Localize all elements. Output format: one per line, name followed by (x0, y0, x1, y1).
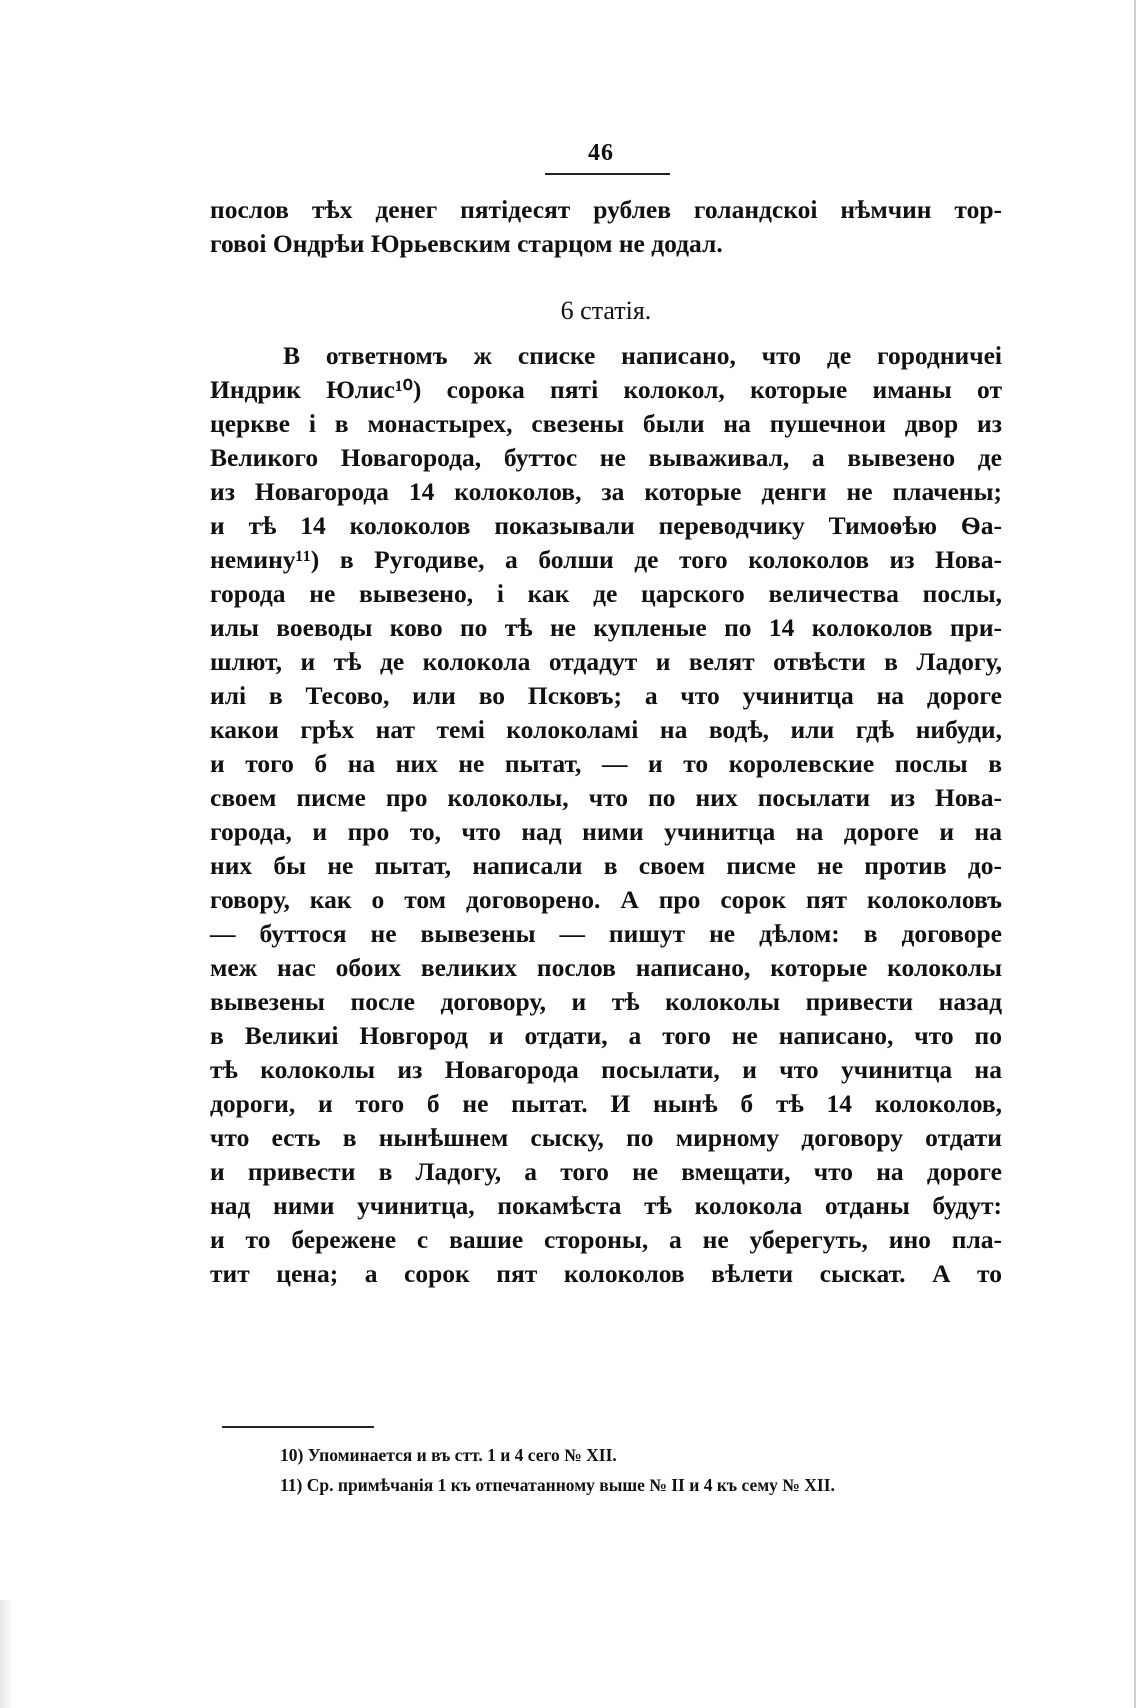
text-line: что есть в нынѣшнем сыску, по мирному договору отдати (210, 1123, 1002, 1152)
text-line: илы воеводы ково по тѣ не купленые по 14 колоколов при- (210, 613, 1002, 642)
text-line: и того б на них не пытат, — и то королевские послы в (210, 749, 1002, 778)
text-line: говоі Ондрѣи Юрьевским старцом не додал. (210, 229, 723, 258)
text-line: своем писме про колоколы, что по них посылати из Нова- (210, 783, 1002, 812)
text-line: и привести в Ладогу, а того не вмещати, что на дороге (210, 1157, 1002, 1186)
footnote: 10) Упоминается и въ стт. 1 и 4 сего № XII. (280, 1445, 617, 1465)
text-line: какои грѣх нат темі колоколамі на водѣ, или гдѣ нибуди, (210, 715, 1002, 744)
text-line: дороги, и того б не пытат. И нынѣ б тѣ 14 колоколов, (210, 1089, 1002, 1118)
page-edge-rule (1134, 0, 1136, 1708)
text-line: Индрик Юлис¹⁰) сорока пяті колокол, которые иманы от (210, 375, 1002, 404)
text-line: Великого Новагорода, буттос не вываживал, а вывезено де (210, 443, 1002, 472)
text-line: илі в Тесово, или во Псковъ; а что учинитца на дороге (210, 681, 1002, 710)
text-line: них бы не пытат, написали в своем писме не против до- (210, 851, 1002, 880)
text-line: вывезены после договору, и тѣ колоколы привести назад (210, 987, 1002, 1016)
text-line: — буттося не вывезены — пишут не дѣлом: в договоре (210, 919, 1002, 948)
text-line: говору, как о том договорено. А про сорок пят колоколовъ (210, 885, 1002, 914)
text-line: немину¹¹) в Ругодиве, а болши де того колоколов из Нова- (210, 545, 1002, 574)
text-line: шлют, и тѣ де колокола отдадут и велят отвѣсти в Ладогу, (210, 647, 1002, 676)
text-line: церкве і в монастырех, свезены были на пушечнои двор из (210, 409, 1002, 438)
text-line: города не вывезено, і как де царского величества послы, (210, 579, 1002, 608)
text-line: над ними учинитца, покамѣста тѣ колокола отданы будут: (210, 1191, 1002, 1220)
text-line: из Новагорода 14 колоколов, за которые денги не плачены; (210, 477, 1002, 506)
text-line: в Великиі Новгород и отдати, а того не написано, что по (210, 1021, 1002, 1050)
text-line: В ответномъ ж списке написано, что де городничеі (283, 341, 1002, 370)
text-line: и то бережене с вашие стороны, а не уберегуть, ино пла- (210, 1225, 1002, 1254)
text-line: послов тѣх денег пятідесят рублев голандскоі нѣмчин тор- (210, 195, 1002, 224)
text-line: и тѣ 14 колоколов показывали переводчику Тимоѳѣю Ѳа- (210, 511, 1002, 540)
page-number: 46 (588, 140, 614, 166)
text-line: города, и про то, что над ними учинитца на дороге и на (210, 817, 1002, 846)
text-line: меж нас обоих великих послов написано, которые колоколы (210, 953, 1002, 982)
section-heading: 6 статія. (560, 296, 652, 325)
scan-edge-shadow (0, 1600, 14, 1708)
footnote-separator (222, 1426, 374, 1428)
page-number-rule (545, 173, 670, 175)
footnote: 11) Ср. примѣчанія 1 къ отпечатанному выше № II и 4 къ сему № XII. (280, 1475, 835, 1495)
text-line: тѣ колоколы из Новагорода посылати, и что учинитца на (210, 1055, 1002, 1084)
text-line: тит цена; а сорок пят колоколов вѣлети сыскат. А то (210, 1259, 1002, 1288)
